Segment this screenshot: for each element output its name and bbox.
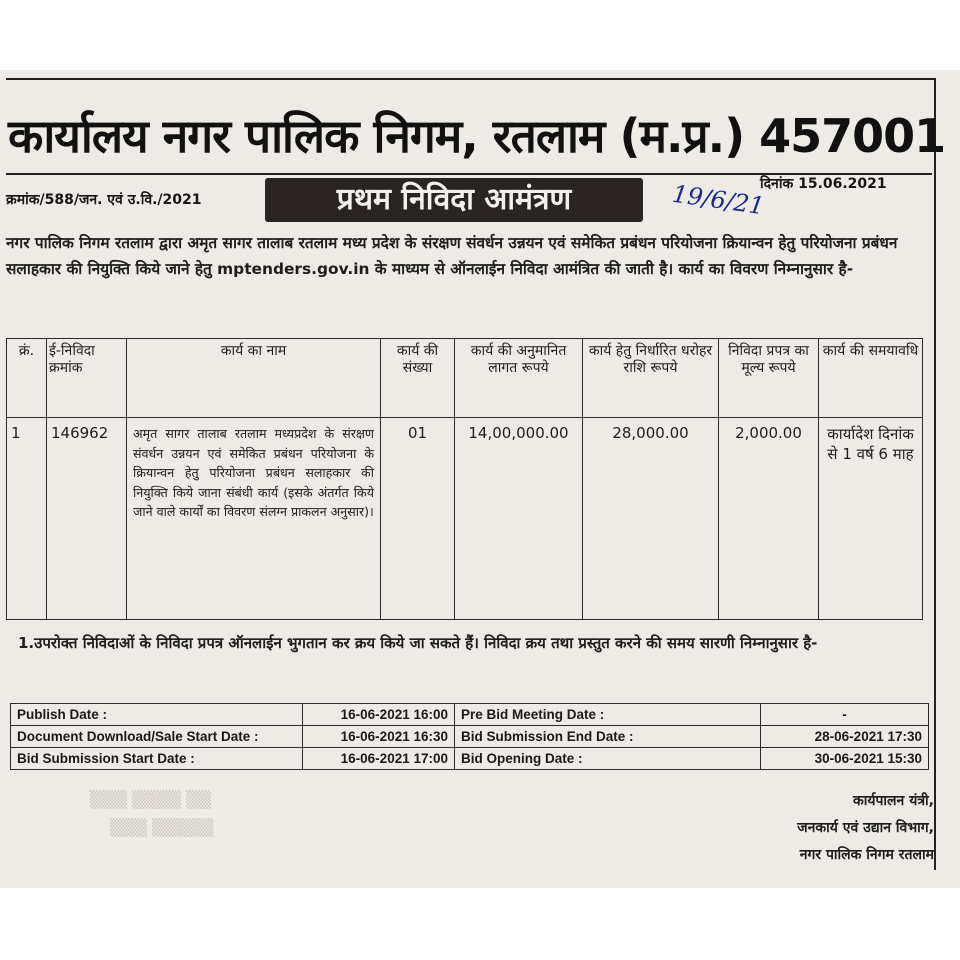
col-header-estimated-cost: कार्य की अनुमानित लागत रूपये xyxy=(455,339,583,418)
notice-date: दिनांक 15.06.2021 xyxy=(760,176,887,192)
col-header-earnest-money: कार्य हेतु निर्धारित धरोहर राशि रूपये xyxy=(583,339,719,418)
handwritten-date: 19/6/21 xyxy=(670,179,767,221)
col-header-form-cost: निविदा प्रपत्र का मूल्य रूपये xyxy=(719,339,819,418)
cell-estimated-cost: 14,00,000.00 xyxy=(455,418,583,620)
schedule-label: Document Download/Sale Start Date : xyxy=(11,726,303,748)
signature-block xyxy=(797,788,934,869)
cell-form-cost: 2,000.00 xyxy=(719,418,819,620)
newspaper-clipping xyxy=(0,70,960,888)
schedule-value: 16-06-2021 16:30 xyxy=(303,726,455,748)
col-header-duration: कार्य की समयावधि xyxy=(819,339,923,418)
cell-work-name: अमृत सागर तालाब रतलाम मध्यप्रदेश के संरक्षण संवर्धन उन्नयन एवं समेकित प्रबंधन परियोजना के क्रियान्वन हेतु परियोजना प्रबंधन सलाहकार की नियुक्ति किये जाना संबंधी कार्य (इसके अंतर्गत किये जाने वाले कार्यों का विवरण संलग्न प्राकलन अनुसार)। xyxy=(127,418,381,620)
table-row xyxy=(7,418,923,620)
cell-earnest-money: 28,000.00 xyxy=(583,418,719,620)
signature-office: नगर पालिक निगम रतलाम xyxy=(799,847,934,863)
schedule-value: 30-06-2021 15:30 xyxy=(761,748,929,770)
schedule-label: Bid Submission Start Date : xyxy=(11,748,303,770)
bleed-through-text: ▒▒▒ ▒▒▒▒▒ xyxy=(110,818,214,837)
signature-designation: कार्यपालन यंत्री, xyxy=(852,793,934,809)
schedule-label: Publish Date : xyxy=(11,704,303,726)
bleed-through-text: ▒▒▒ ▒▒▒▒ ▒▒ xyxy=(90,790,211,809)
works-table xyxy=(6,338,923,620)
schedule-label: Bid Opening Date : xyxy=(455,748,761,770)
cell-tender-no: 146962 xyxy=(47,418,127,620)
cell-count: 01 xyxy=(381,418,455,620)
col-header-count: कार्य की संख्या xyxy=(381,339,455,418)
col-header-sno: क्रं. xyxy=(7,339,47,418)
col-header-work-name: कार्य का नाम xyxy=(127,339,381,418)
office-title: कार्यालय नगर पालिक निगम, रतलाम (म.प्र.) 457001 xyxy=(8,109,946,163)
schedule-value: 16-06-2021 16:00 xyxy=(303,704,455,726)
schedule-row xyxy=(11,726,929,748)
schedule-label: Bid Submission End Date : xyxy=(455,726,761,748)
schedule-table xyxy=(10,703,929,770)
cell-sno: 1 xyxy=(7,418,47,620)
schedule-value: 16-06-2021 17:00 xyxy=(303,748,455,770)
signature-department: जनकार्य एवं उद्यान विभाग, xyxy=(797,820,934,836)
tender-banner: प्रथम निविदा आमंत्रण xyxy=(265,178,643,222)
intro-paragraph: नगर पालिक निगम रतलाम द्वारा अमृत सागर तालाब रतलाम मध्य प्रदेश के संरक्षण संवर्धन उन्नयन एवं समेकित प्रबंधन परियोजना क्रियान्वन हेतु परियोजना प्रबंधन सलाहकार की नियुक्ति किये जाने हेतु mptenders.gov.in के माध्यम से ऑनलाईन निविदा आमंत्रित की जाती है। कार्य का विवरण निम्नानुसार है- xyxy=(6,234,898,278)
schedule-note: 1.उपरोक्त निविदाओं के निविदा प्रपत्र ऑनलाईन भुगतान कर क्रय किये जा सकते हैं। निविदा क्रय तथा प्रस्तुत करने की समय सारणी निम्नानुसार है- xyxy=(18,634,818,652)
reference-number: क्रमांक/588/जन. एवं उ.वि./2021 xyxy=(6,192,202,208)
schedule-value: - xyxy=(761,704,929,726)
table-header-row xyxy=(7,339,923,418)
schedule-row xyxy=(11,748,929,770)
col-header-tender-no: ई-निविदा क्रमांक xyxy=(47,339,127,418)
cell-duration: कार्यादेश दिनांक से 1 वर्ष 6 माह xyxy=(819,418,923,620)
schedule-label: Pre Bid Meeting Date : xyxy=(455,704,761,726)
schedule-value: 28-06-2021 17:30 xyxy=(761,726,929,748)
schedule-row xyxy=(11,704,929,726)
